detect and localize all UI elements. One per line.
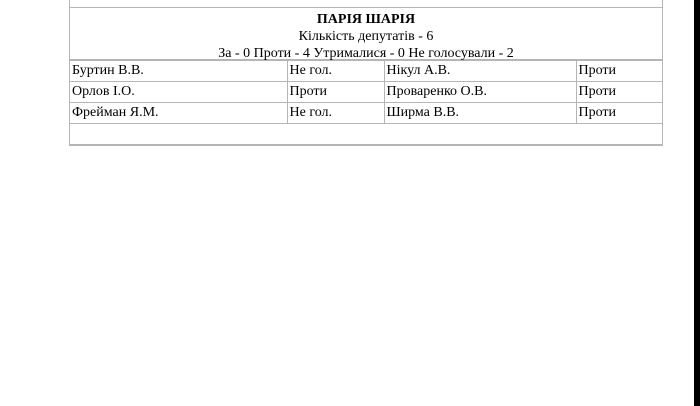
vote-results-summary: За - 0 Проти - 4 Утрималися - 0 Не голосували - 2: [218, 46, 514, 61]
viewer-edge: [694, 0, 700, 406]
deputy-name: Буртин В.В.: [70, 61, 287, 82]
deputy-name: Фрейман Я.М.: [70, 103, 287, 124]
faction-name: ПАРІЯ ШАРІЯ: [316, 12, 416, 27]
table-row-empty: [70, 124, 662, 145]
deputy-vote: Не гол.: [287, 61, 384, 82]
faction-vote-table: [69, 0, 663, 146]
deputy-name: Ширма В.В.: [384, 103, 576, 124]
deputy-vote: Проти: [576, 61, 662, 82]
table-row: [70, 82, 662, 103]
deputy-vote: Проти: [287, 82, 384, 103]
empty-cell: [70, 124, 662, 145]
deputy-vote: Проти: [576, 82, 662, 103]
table-row: [70, 61, 662, 82]
deputies-count: Кількість депутатів - 6: [298, 29, 434, 44]
deputy-name: Орлов І.О.: [70, 82, 287, 103]
deputy-name: Нікул А.В.: [384, 61, 576, 82]
table-row: [70, 103, 662, 124]
deputy-vote: Проти: [576, 103, 662, 124]
deputy-name: Проваренко О.В.: [384, 82, 576, 103]
deputy-vote: Не гол.: [287, 103, 384, 124]
deputies-vote-grid: [70, 60, 662, 145]
faction-header: [70, 8, 662, 60]
